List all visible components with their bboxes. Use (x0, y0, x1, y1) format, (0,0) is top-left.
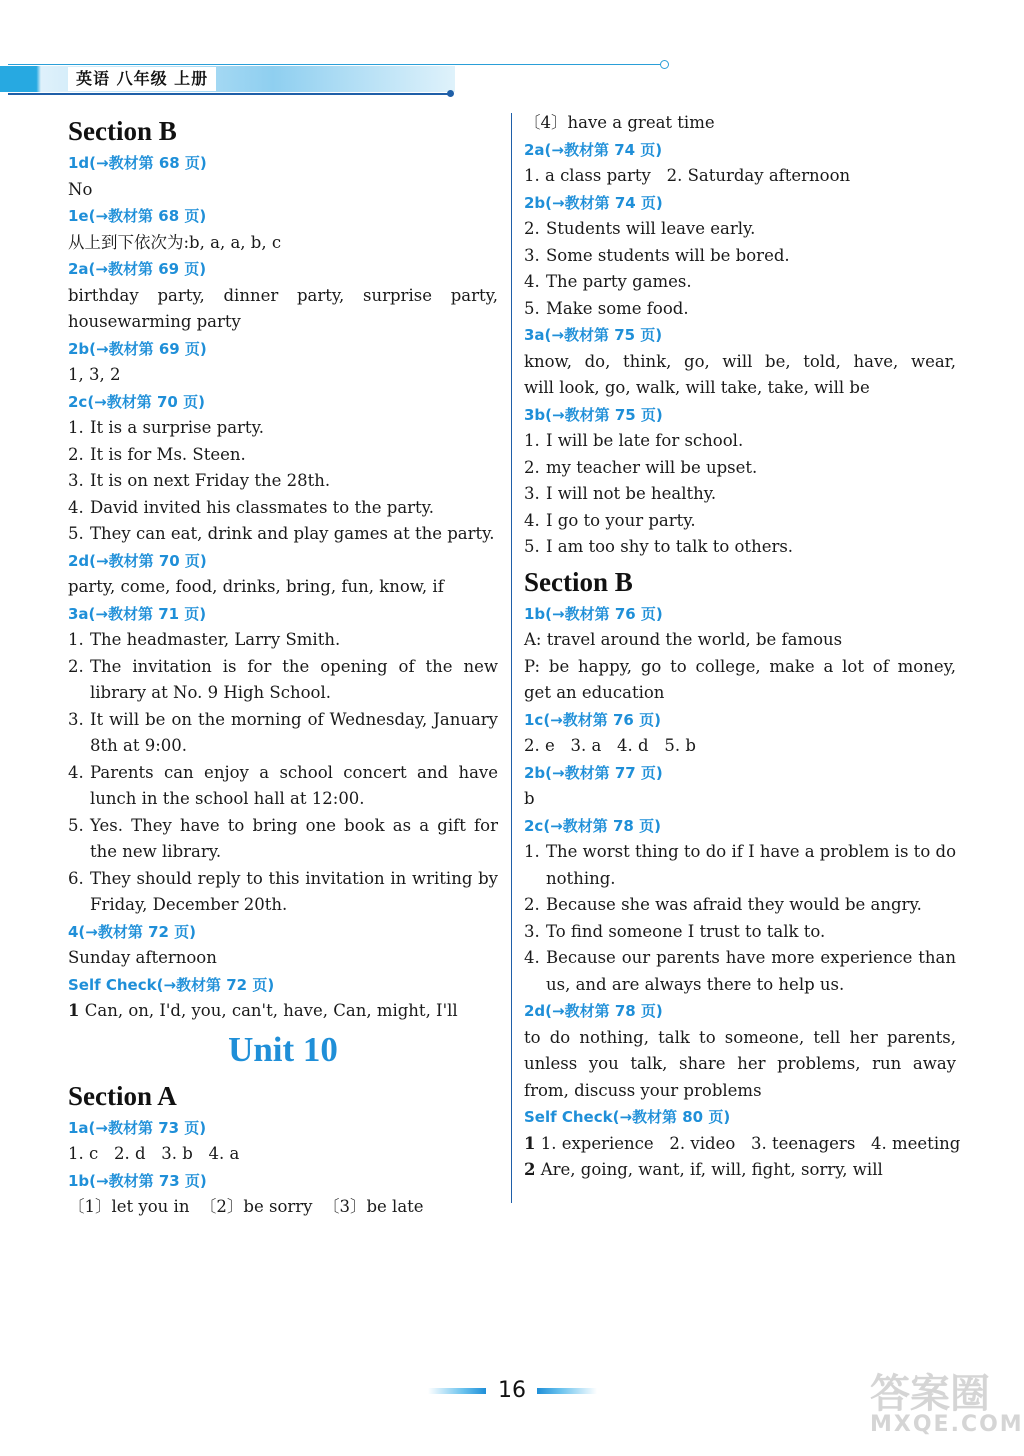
answer-line: 〔1〕let you in 〔2〕be sorry 〔3〕be late (68, 1197, 424, 1216)
section-title: Section A (68, 1080, 177, 1111)
item-text: They can eat, drink and play games at the party. (90, 524, 495, 543)
exercise-ref: 2c(→教材第 78 页) (524, 816, 661, 835)
answer-item (524, 269, 956, 296)
exercise-ref: 2c(→教材第 70 页) (68, 392, 205, 411)
watermark-logo (870, 1362, 1024, 1446)
answer-line: No (68, 179, 93, 199)
answer-line: get an education (524, 683, 665, 702)
exercise-ref: 1b(→教材第 76 页) (524, 604, 663, 623)
answer-item (68, 707, 498, 760)
answer-line: 〔4〕have a great time (524, 113, 715, 132)
item-number: 4. (68, 762, 84, 782)
exercise-ref: Self Check(→教材第 72 页) (68, 975, 275, 994)
item-text: It is on next Friday the 28th. (90, 471, 331, 490)
item-text: Because our parents have more experience than us, and are always there to help us. (546, 948, 956, 994)
item-text: It will be on the morning of Wednesday, January 8th at 9:00. (90, 709, 498, 755)
item-text: The worst thing to do if I have a problem is to do nothing. (546, 842, 956, 888)
exercise-ref: 3b(→教材第 75 页) (524, 405, 663, 424)
answer-item (68, 654, 498, 707)
item-text: It is a surprise party. (90, 418, 264, 437)
item-text: Yes. They have to bring one book as a gift for the new library. (90, 815, 498, 861)
exercise-ref: 1c(→教材第 76 页) (524, 710, 661, 729)
section-title: Section B (524, 566, 633, 597)
exercise-ref: 2a(→教材第 69 页) (68, 260, 207, 278)
answer-item (68, 442, 498, 469)
answer-line: will look, go, walk, will take, take, will be (524, 378, 870, 397)
answer-line: party, come, food, drinks, bring, fun, know, if (68, 577, 444, 596)
answer-item (68, 468, 498, 495)
item-text: It is for Ms. Steen. (90, 444, 246, 464)
answer-item (68, 415, 498, 442)
answer-item (524, 945, 956, 998)
item-number: 1 (68, 1001, 80, 1020)
item-number: 5. (524, 298, 540, 318)
page-footer (0, 1374, 1000, 1408)
answer-item (524, 296, 956, 323)
exercise-ref: 2d(→教材第 78 页) (524, 1002, 663, 1020)
exercise-ref: 1b(→教材第 73 页) (68, 1171, 207, 1190)
answer-line (524, 1157, 956, 1184)
footer-decoration (537, 1388, 597, 1394)
exercise-ref: 4(→教材第 72 页) (68, 922, 197, 941)
item-text: Make some food. (546, 298, 689, 318)
item-number: 2. (68, 656, 84, 676)
unit-title: Unit 10 (228, 1029, 338, 1069)
item-number: 2 (524, 1160, 536, 1179)
answer-line: 1. c 2. d 3. b 4. a (68, 1144, 240, 1163)
item-number: 1. (524, 842, 540, 861)
item-number: 1. (524, 431, 540, 450)
exercise-ref: 1e(→教材第 68 页) (68, 207, 207, 225)
item-number: 4. (524, 948, 540, 967)
answer-line: 2. e 3. a 4. d 5. b (524, 736, 696, 755)
header-rule-dot (660, 60, 669, 69)
item-text: I go to your party. (546, 510, 696, 530)
header-rule-top (8, 64, 663, 65)
item-number: 2. (524, 457, 540, 477)
answer-line: b (524, 789, 535, 808)
item-number: 3. (524, 484, 540, 503)
item-text: 1. experience 2. video 3. teenagers 4. meeting (540, 1133, 961, 1153)
item-text: Because she was afraid they would be angry. (546, 895, 922, 914)
answer-item (68, 495, 498, 522)
answer-item (524, 216, 956, 243)
answer-line: from, discuss your problems (524, 1080, 762, 1100)
item-number: 3. (68, 471, 84, 490)
answer-item (68, 627, 498, 654)
section-title: Section B (68, 116, 177, 146)
answer-line: P: be happy, go to college, make a lot of money, (524, 656, 956, 676)
page-number: 16 (498, 1378, 526, 1403)
right-column (524, 110, 961, 1184)
answer-item (68, 813, 498, 866)
column-divider (511, 113, 512, 1203)
item-number: 1 (524, 1133, 536, 1153)
answer-line: unless you talk, share her problems, run away (524, 1054, 956, 1073)
answer-item (524, 243, 956, 270)
item-number: 3. (524, 245, 540, 265)
item-text: I am too shy to talk to others. (546, 537, 794, 556)
exercise-ref: 2b(→教材第 77 页) (524, 763, 663, 782)
item-text: The headmaster, Larry Smith. (90, 630, 341, 649)
answer-line: housewarming party (68, 312, 241, 331)
item-text: The party games. (546, 272, 692, 291)
exercise-ref: 2d(→教材第 70 页) (68, 551, 207, 570)
item-text: David invited his classmates to the party. (90, 497, 435, 517)
answer-line (68, 998, 498, 1025)
left-column (68, 110, 498, 1221)
answer-item (524, 455, 956, 482)
item-text: Can, on, I'd, you, can't, have, Can, might, I'll (84, 1001, 458, 1020)
item-number: 3. (68, 709, 84, 729)
item-text: my teacher will be upset. (546, 457, 758, 477)
exercise-ref: 3a(→教材第 75 页) (524, 326, 663, 344)
item-number: 2. (68, 444, 84, 464)
answer-line: 1, 3, 2 (68, 365, 121, 384)
watermark-text: 答案圈 (870, 1371, 990, 1417)
exercise-ref: 2b(→教材第 74 页) (524, 193, 663, 212)
item-number: 5. (68, 524, 84, 543)
answer-line (524, 1131, 961, 1158)
item-number: 1. (68, 630, 84, 649)
item-number: 5. (68, 815, 84, 835)
item-number: 2. (524, 219, 540, 238)
item-number: 3. (524, 921, 540, 941)
answer-item (524, 428, 956, 455)
answer-line: know, do, think, go, will be, told, have, wear, (524, 351, 956, 371)
header-rule-dot (447, 90, 454, 97)
answer-line: 1. a class party 2. Saturday afternoon (524, 166, 851, 185)
answer-item (524, 839, 956, 892)
item-text: I will be late for school. (546, 431, 744, 450)
exercise-ref: Self Check(→教材第 80 页) (524, 1108, 731, 1126)
answer-line: to do nothing, talk to someone, tell her parents, (524, 1027, 956, 1047)
answer-line: birthday party, dinner party, surprise party, (68, 285, 498, 305)
item-number: 1. (68, 418, 84, 437)
item-text: Parents can enjoy a school concert and have lunch in the school hall at 12:00. (90, 762, 498, 808)
answer-item (524, 508, 956, 535)
item-number: 2. (524, 895, 540, 914)
exercise-ref: 2b(→教材第 69 页) (68, 339, 207, 358)
header-rule-bottom (8, 93, 450, 95)
exercise-ref: 3a(→教材第 71 页) (68, 604, 207, 623)
item-text: Students will leave early. (546, 219, 756, 238)
item-text: To find someone I trust to talk to. (546, 921, 826, 941)
answer-item (524, 919, 956, 946)
answer-item (68, 521, 498, 548)
item-text: I will not be healthy. (546, 484, 717, 503)
header-title: 英语 八年级 上册 (68, 67, 216, 91)
item-number: 6. (68, 868, 84, 888)
answer-item (524, 534, 956, 561)
item-text: The invitation is for the opening of the new library at No. 9 High School. (90, 656, 498, 702)
answer-line: A: travel around the world, be famous (524, 630, 843, 649)
answer-line: Sunday afternoon (68, 948, 217, 967)
answer-item (68, 866, 498, 919)
item-number: 4. (524, 510, 540, 530)
item-number: 5. (524, 537, 540, 556)
item-number: 4. (68, 497, 84, 517)
answer-line: 从上到下依次为:b, a, a, b, c (68, 232, 282, 252)
item-text: Some students will be bored. (546, 245, 790, 265)
answer-item (524, 892, 956, 919)
item-text: Are, going, want, if, will, fight, sorry, will (540, 1160, 883, 1179)
exercise-ref: 2a(→教材第 74 页) (524, 140, 663, 159)
answer-item (68, 760, 498, 813)
exercise-ref: 1d(→教材第 68 页) (68, 154, 207, 172)
answer-item (524, 481, 956, 508)
exercise-ref: 1a(→教材第 73 页) (68, 1118, 207, 1137)
item-text: They should reply to this invitation in writing by Friday, December 20th. (90, 868, 498, 914)
watermark-url: MXQE.COM (870, 1412, 1024, 1437)
footer-decoration (428, 1388, 486, 1394)
item-number: 4. (524, 272, 540, 291)
